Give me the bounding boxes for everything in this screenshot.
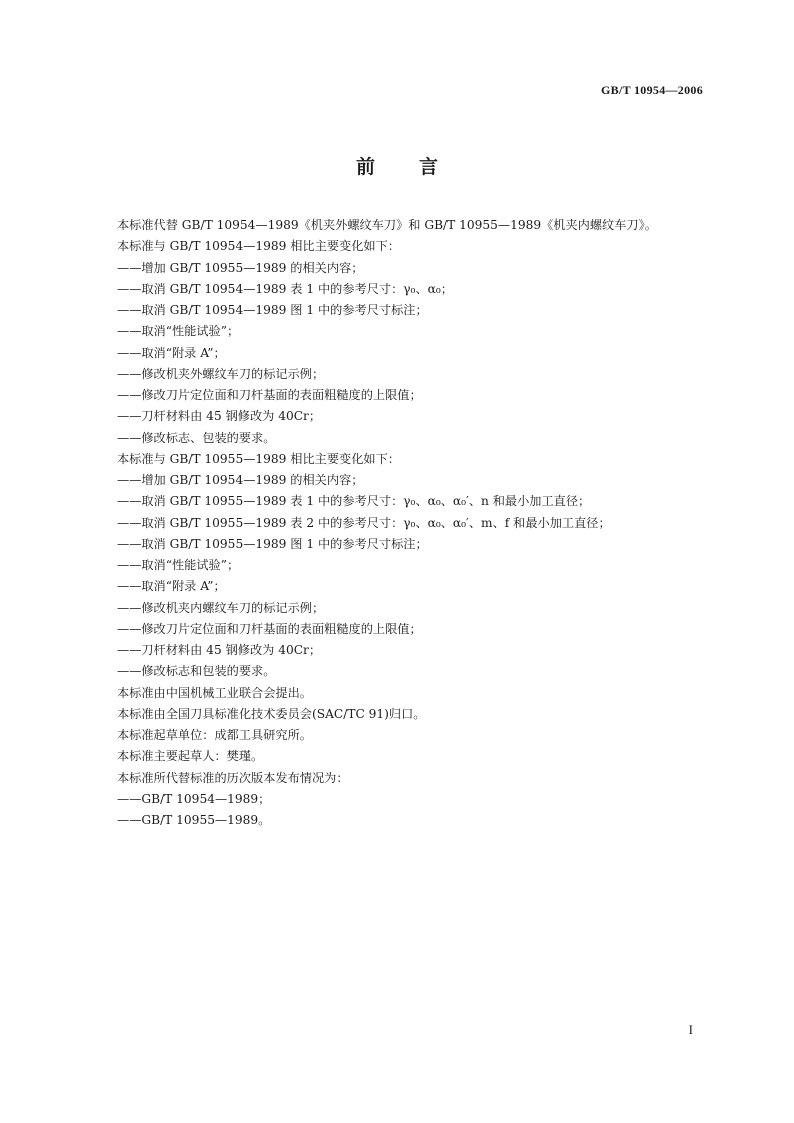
text-line: ——取消 GB/T 10954—1989 图 1 中的参考尺寸标注； <box>117 303 428 317</box>
text-line: 本标准由中国机械工业联合会提出。 <box>117 685 312 700</box>
text-line: 本标准主要起草人：樊瑾。 <box>117 749 264 764</box>
text-line: ——修改标志、包装的要求。 <box>117 430 276 445</box>
text-line: ——刀杆材料由 45 钢修改为 40Cr； <box>117 409 322 424</box>
page-number: I <box>688 1022 693 1037</box>
text-line: ——修改机夹内螺纹车刀的标记示例； <box>117 600 325 615</box>
text-line: ——修改标志和包装的要求。 <box>117 664 276 679</box>
text-line: ——取消 GB/T 10955—1989 表 1 中的参考尺寸：γ₀、α₀、α₀′、n 和最小加工直径； <box>117 494 591 509</box>
text-line: ——取消“性能试验”； <box>117 324 240 339</box>
text-line: ——取消“性能试验”； <box>117 558 240 572</box>
text-line: ——修改机夹外螺纹车刀的标记示例； <box>117 366 325 381</box>
text-line: ——修改刀片定位面和刀杆基面的表面粗糙度的上限值； <box>117 621 422 636</box>
text-line: ——增加 GB/T 10955—1989 的相关内容； <box>117 260 364 275</box>
text-line: 本标准与 GB/T 10954—1989 相比主要变化如下： <box>117 239 400 254</box>
text-line: ——刀杆材料由 45 钢修改为 40Cr； <box>117 643 322 657</box>
text-line: 本标准所代替标准的历次版本发布情况为： <box>117 770 349 785</box>
text-line: ——GB/T 10954—1989； <box>117 791 271 806</box>
page-title: 前言 <box>355 156 482 178</box>
text-line: ——取消 GB/T 10955—1989 表 2 中的参考尺寸：γ₀、α₀、α₀′、m、f 和最小加工直径； <box>117 515 611 530</box>
foreword-body <box>117 215 717 831</box>
text-line: ——修改刀片定位面和刀杆基面的表面粗糙度的上限值； <box>117 388 422 402</box>
text-line: ——取消 GB/T 10954—1989 表 1 中的参考尺寸：γ₀、α₀； <box>117 281 453 296</box>
text-line: 本标准代替 GB/T 10954—1989《机夹外螺纹车刀》和 GB/T 10955—1989《机夹内螺纹车刀》。 <box>117 218 657 232</box>
text-line: 本标准由全国刀具标准化技术委员会(SAC/TC 91)归口。 <box>117 706 426 721</box>
text-line: 本标准与 GB/T 10955—1989 相比主要变化如下： <box>117 451 400 466</box>
text-line: 本标准起草单位：成都工具研究所。 <box>117 728 312 742</box>
text-line: ——增加 GB/T 10954—1989 的相关内容； <box>117 473 364 487</box>
text-line: ——取消“附录 A”； <box>117 345 226 360</box>
text-line: ——取消 GB/T 10955—1989 图 1 中的参考尺寸标注； <box>117 536 428 551</box>
standard-code: GB/T 10954—2006 <box>601 83 703 97</box>
text-line: ——GB/T 10955—1989。 <box>117 813 271 827</box>
text-line: ——取消“附录 A”； <box>117 579 226 594</box>
